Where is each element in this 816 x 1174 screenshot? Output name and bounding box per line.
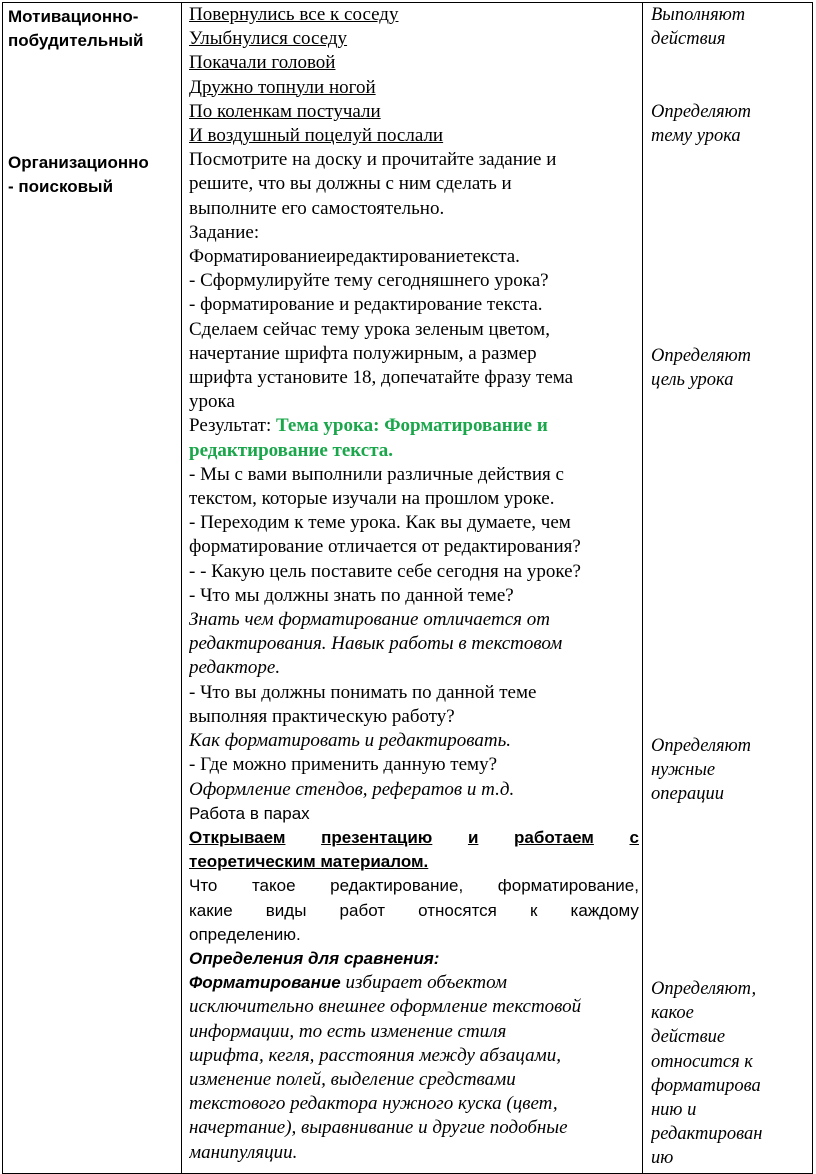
task-line: Что такое редактирование, форматирование, bbox=[189, 876, 639, 896]
definition-line: манипуляции. bbox=[189, 1141, 298, 1163]
task-line: определению. bbox=[189, 924, 301, 944]
result-label: Результат: bbox=[189, 415, 276, 437]
teacher-activity bbox=[189, 3, 639, 1165]
main-line: Посмотрите на доску и прочитайте задание и bbox=[189, 149, 557, 171]
discussion-line: форматирование отличается от редактирования? bbox=[189, 536, 581, 558]
definition-line: шрифта, кегля, расстояния между абзацами, bbox=[189, 1044, 561, 1066]
column-divider bbox=[181, 3, 182, 1173]
answer-line: редакторе. bbox=[189, 657, 281, 679]
warmup-line: Покачали головой bbox=[189, 52, 336, 74]
presentation-line: Открываем презентацию и работаем с bbox=[189, 827, 639, 847]
main-line: начертание шрифта полужирным, а размер bbox=[189, 342, 537, 364]
main-line: Сделаем сейчас тему урока зеленым цветом, bbox=[189, 318, 550, 340]
result-line bbox=[189, 414, 639, 438]
definition-line: начертание), выравнивание и другие подобные bbox=[189, 1117, 568, 1139]
answer-line: Оформление стендов, рефератов и т.д. bbox=[189, 778, 515, 800]
definition-line: текстового редактора нужного куска (цвет, bbox=[189, 1093, 558, 1115]
main-line: Форматированиеиредактированиетекста. bbox=[189, 246, 520, 268]
warmup-line: И воздушный поцелуй послали bbox=[189, 125, 444, 147]
teacher-column bbox=[189, 3, 639, 1173]
student-operations: Определяют нужные операции bbox=[651, 736, 752, 805]
stage-column bbox=[8, 3, 180, 1173]
definition-line: информации, то есть изменение стиля bbox=[189, 1020, 507, 1042]
discussion-line: - - Какую цель поставите себе сегодня на уроке? bbox=[189, 560, 581, 582]
main-line: - форматирование и редактирование текста. bbox=[189, 294, 543, 316]
main-line: выполните его самостоятельно. bbox=[189, 197, 445, 219]
answer-line: Как форматировать и редактировать. bbox=[189, 730, 512, 752]
warmup-line: Дружно топнули ногой bbox=[189, 76, 376, 98]
definition-line: изменение полей, выделение средствами bbox=[189, 1068, 516, 1090]
discussion-line: - Переходим к теме урока. Как вы думаете, чем bbox=[189, 512, 571, 534]
question-line: выполняя практическую работу? bbox=[189, 705, 455, 727]
question-line: - Где можно применить данную тему? bbox=[189, 754, 497, 776]
student-column bbox=[651, 3, 809, 1173]
main-line: Задание: bbox=[189, 221, 260, 243]
warmup-line: Улыбнулися соседу bbox=[189, 28, 348, 50]
main-line: шрифта установите 18, допечатайте фразу тема bbox=[189, 367, 574, 389]
warmup-line: По коленкам постучали bbox=[189, 100, 381, 122]
column-divider bbox=[642, 3, 643, 1173]
answer-line: Знать чем форматирование отличается от bbox=[189, 609, 550, 631]
student-relation: Определяют, какое действие относится к форматирова нию и редактирован ию bbox=[651, 979, 763, 1169]
presentation-line: теоретическим материалом. bbox=[189, 852, 429, 872]
discussion-line: - Что мы должны знать по данной теме? bbox=[189, 584, 514, 606]
main-line: урока bbox=[189, 391, 235, 413]
discussion-line: текстом, которые изучали на прошлом уроке. bbox=[189, 488, 555, 510]
lesson-table bbox=[2, 2, 813, 1174]
definition-line: Форматирование избирает объектом bbox=[189, 972, 507, 994]
warmup-line: Повернулись все к соседу bbox=[189, 4, 399, 25]
question-line: - Что вы должны понимать по данной теме bbox=[189, 681, 537, 703]
pairs-work-line: Работа в парах bbox=[189, 803, 310, 823]
student-topic: Определяют тему урока bbox=[651, 102, 752, 147]
main-line: - Сформулируйте тему сегодняшнего урока? bbox=[189, 270, 549, 292]
lesson-topic-green: редактирование текста. bbox=[189, 439, 394, 461]
main-line: решите, что вы должны с ним сделать и bbox=[189, 173, 512, 195]
definition-line: исключительно внешнее оформление текстовой bbox=[189, 996, 582, 1018]
answer-line: редактирования. Навык работы в текстовом bbox=[189, 633, 563, 655]
stage-organizational: Организационно - поисковый bbox=[8, 153, 149, 196]
lesson-topic-green: Тема урока: Форматирование и bbox=[275, 415, 548, 437]
discussion-line: - Мы с вами выполнили различные действия с bbox=[189, 463, 564, 485]
definitions-heading: Определения для сравнения: bbox=[189, 948, 440, 968]
task-line: какие виды работ относятся к каждому bbox=[189, 900, 639, 920]
student-act: Выполняют действия bbox=[651, 5, 746, 50]
definition-term: Форматирование bbox=[189, 973, 341, 993]
stage-motivational: Мотивационно- побудительный bbox=[8, 7, 144, 50]
student-goal: Определяют цель урока bbox=[651, 346, 752, 391]
